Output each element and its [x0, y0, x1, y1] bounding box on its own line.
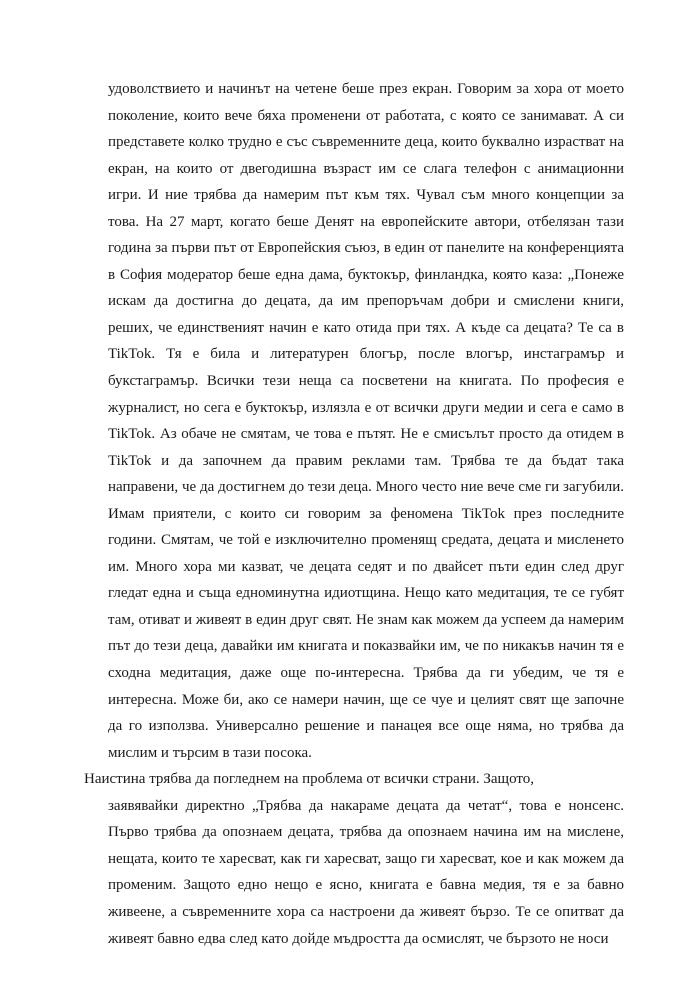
book-page — [84, 76, 624, 952]
paragraph-1: удоволствието и начинът на четене беше през екран. Говорим за хора от моето поколение, които вече бяха променени от работата, с която се занимават. А си представете колко трудно е със съвременните деца, които буквално израстват на екран, на които от двегодишна възраст им се слага телефон с анимационни игри. И ние трябва да намерим път към тях. Чувал съм много концепции за това. На 27 март, когато беше Денят на европейските автори, отбелязан тази година за първи път от Европейския съюз, в един от панелите на конференцията в София модератор беше една дама, буктокър, финландка, която каза: „Понеже искам да достигна до децата, да им препоръчам добри и смислени книги, реших, че единственият начин е като отида при тях. А къде са децата? Те са в TikTok. Тя е била и литературен блогър, после влогър, инстаграмър и букстаграмър. Всички тези неща са посветени на книгата. По професия е журналист, но сега е буктокър, излязла е от всички други медии и сега е само в TikTok. Аз обаче не смятам, че това е пътят. Не е смисълът просто да отидем в TikTok и да започнем да правим реклами там. Трябва те да бъдат така направени, че да достигнем до тези деца. Много често ние вече сме ги загубили. Имам приятели, с които си говорим за феномена TikTok през последните години. Смятам, че той е изключително променящ средата, децата и мисленето им. Много хора ми казват, че децата седят и по двайсет пъти един след друг гледат една и съща едноминутна идиотщина. Нещо като медитация, те се губят там, отиват и живеят в един друг свят. Не знам как можем да успеем да намерим път до тези деца, давайки им книгата и показвайки им, че по никакъв начин тя е сходна медитация, даже още по-интересна. Трябва да ги убедим, че тя е интересна. Може би, ако се намери начин, ще се чуе и целият свят ще започне да го използва. Универсално решение и панацея все още няма, но трябва да мислим и търсим в тази посока. — [108, 81, 624, 761]
paragraph-2 — [84, 766, 624, 952]
paragraph-2-first-line: Наистина трябва да погледнем на проблема от всички страни. Защото, — [84, 771, 535, 788]
paragraph-2-continuation: заявявайки директно „Трябва да накараме децата да четат“, това е нонсенс. Първо трябва да опознаем децата, трябва да опознаем начина им на мислене, нещата, които те харесват, как ги харесват, защо ги харесват, кое и как можем да променим. Защото едно нещо е ясно, книгата е бавна медия, тя е за бавно живеене, а съвременните хора са настроени да живеят бързо. Те се опитват да живеят бавно едва след като дойде мъдростта да осмислят, че бързото не носи — [108, 797, 624, 947]
